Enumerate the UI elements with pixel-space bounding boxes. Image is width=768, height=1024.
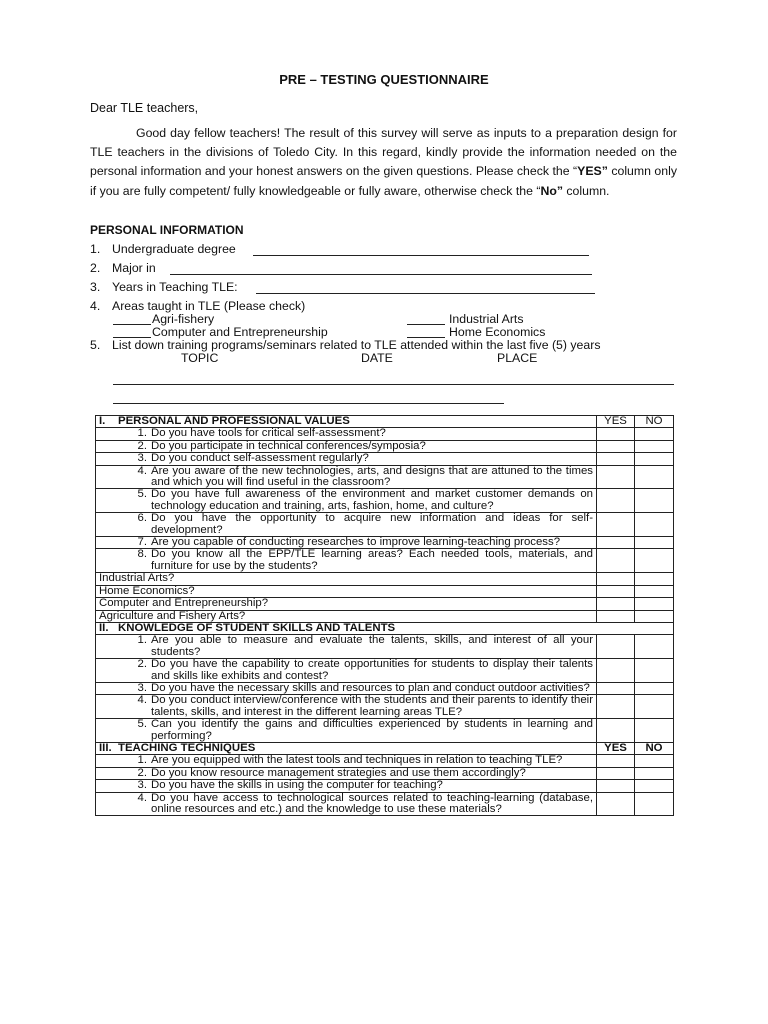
no-cell[interactable] (635, 659, 674, 683)
no-cell[interactable] (635, 610, 674, 622)
table-row (96, 428, 674, 440)
no-cell[interactable] (635, 792, 674, 816)
yes-cell[interactable] (597, 682, 635, 694)
table-row (96, 755, 674, 767)
no-cell[interactable] (635, 767, 674, 779)
yes-cell[interactable] (597, 573, 635, 585)
question-text: Do you know resource management strategies and use them accordingly? (151, 766, 526, 779)
personal-item-number: 2. (90, 261, 101, 275)
intro-text-3: column. (562, 183, 610, 198)
question-number: 7. (137, 536, 147, 549)
no-cell[interactable] (635, 453, 674, 465)
question-number: 3. (137, 452, 147, 465)
no-cell[interactable] (635, 537, 674, 549)
section-title: I. PERSONAL AND PROFESSIONAL VALUES (96, 416, 597, 428)
personal-item-number: 1. (90, 242, 101, 256)
section-header-row (96, 622, 674, 634)
question-number: 1. (137, 754, 147, 767)
subitem-text: Agriculture and Fishery Arts? (96, 610, 597, 622)
table-row (96, 780, 674, 792)
yes-cell[interactable] (597, 549, 635, 573)
table-row (96, 682, 674, 694)
table-row (96, 598, 674, 610)
question-text: Do you have the opportunity to acquire new information and ideas for self-development? (151, 512, 593, 536)
question-number: 1. (137, 634, 147, 647)
no-column-header: NO (635, 416, 674, 428)
greeting: Dear TLE teachers, (90, 101, 199, 115)
table-row (96, 719, 674, 743)
section-header-row (96, 416, 674, 428)
area-computer-entrepreneurship: Computer and Entrepreneurship (152, 325, 328, 339)
personal-item-label: Undergraduate degree (112, 242, 236, 256)
area-industrial-arts: Industrial Arts (449, 312, 524, 326)
intro-text-1: Good day fellow teachers! The result of this survey will serve as inputs to a preparation design for TLE teachers in the divisions of Toledo City. In this regard, kindly provide the information needed on the personal information and your honest answers on the given questions. Please check the “ (90, 126, 677, 179)
question-text: Are you able to measure and evaluate the talents, skills, and interest of all your students? (151, 634, 593, 658)
yes-cell[interactable] (597, 513, 635, 537)
question-text: Do you know all the EPP/TLE learning areas? Each needed tools, materials, and furniture for use by the students? (151, 548, 593, 572)
section-header-row (96, 742, 674, 754)
no-cell[interactable] (635, 780, 674, 792)
question-text: Do you have full awareness of the environment and market customer demands on technology education and training, arts, fashion, home, and culture? (151, 488, 593, 512)
yes-cell[interactable] (597, 598, 635, 610)
area-agri-fishery: Agri-fishery (152, 312, 215, 326)
question-number: 8. (137, 548, 147, 561)
question-number: 2. (137, 439, 147, 452)
yes-cell[interactable] (597, 695, 635, 719)
yes-cell[interactable] (597, 610, 635, 622)
table-row (96, 549, 674, 573)
question-number: 6. (137, 512, 147, 525)
question-text: Do you have the capability to create opportunities for students to display their talents and skills like exhibits and contest? (151, 658, 593, 682)
no-cell[interactable] (635, 440, 674, 452)
table-row (96, 695, 674, 719)
section-title: II. KNOWLEDGE OF STUDENT SKILLS AND TALENTS (96, 622, 674, 634)
yes-cell[interactable] (597, 537, 635, 549)
yes-cell[interactable] (597, 659, 635, 683)
major-field[interactable] (170, 274, 592, 275)
training-line-2[interactable] (113, 403, 504, 404)
no-column-header: NO (635, 742, 674, 754)
personal-item-3 (90, 280, 238, 294)
yes-cell[interactable] (597, 635, 635, 659)
agri-fishery-checkbox[interactable] (113, 324, 151, 325)
table-row (96, 573, 674, 585)
training-column-date: DATE (361, 351, 393, 365)
question-text: Do you have access to technological sources related to teaching-learning (database, online resources and etc.) and the knowledge to use these materials? (151, 791, 593, 815)
yes-cell[interactable] (597, 755, 635, 767)
personal-item-label: List down training programs/seminars related to TLE attended within the last five (5) years (112, 338, 601, 352)
table-row (96, 635, 674, 659)
personal-item-label: Years in Teaching TLE: (112, 280, 238, 294)
no-cell[interactable] (635, 573, 674, 585)
table-row (96, 453, 674, 465)
training-column-topic: TOPIC (181, 351, 219, 365)
question-text: Do you have the skills in using the computer for teaching? (151, 779, 443, 792)
table-row (96, 537, 674, 549)
yes-cell[interactable] (597, 719, 635, 743)
table-row (96, 659, 674, 683)
yes-cell[interactable] (597, 489, 635, 513)
question-text: Do you participate in technical conferences/symposia? (151, 439, 426, 452)
personal-item-5 (90, 338, 600, 352)
area-home-economics: Home Economics (449, 325, 546, 339)
question-text: Are you aware of the new technologies, arts, and designs that are attuned to the times and which you will find useful in the classroom? (151, 464, 593, 489)
section-title: III. TEACHING TECHNIQUES (96, 742, 597, 754)
question-number: 3. (137, 779, 147, 792)
intro-text-2: column only if you are fully competent/ fully knowledgeable or fully aware, otherwise check the “ (90, 164, 677, 198)
question-number: 3. (137, 681, 147, 694)
question-number: 4. (137, 694, 147, 707)
question-text: Do you have tools for critical self-assessment? (151, 427, 386, 440)
question-number: 5. (137, 488, 147, 501)
yes-cell[interactable] (597, 453, 635, 465)
intro-no: No” (540, 183, 563, 198)
no-cell[interactable] (635, 489, 674, 513)
no-cell[interactable] (635, 549, 674, 573)
yes-cell[interactable] (597, 428, 635, 440)
personal-item-number: 3. (90, 280, 101, 294)
table-row (96, 465, 674, 489)
question-text: Do you conduct interview/conference with the students and their parents to identify their talents, skills, and interest in the different learning areas TLE? (151, 694, 593, 718)
personal-info-heading: PERSONAL INFORMATION (90, 223, 244, 237)
yes-cell[interactable] (597, 792, 635, 816)
question-number: 5. (137, 718, 147, 731)
no-cell[interactable] (635, 755, 674, 767)
table-row (96, 489, 674, 513)
no-cell[interactable] (635, 585, 674, 597)
question-number: 2. (137, 766, 147, 779)
personal-item-number: 5. (90, 338, 101, 352)
yes-cell[interactable] (597, 465, 635, 489)
training-line-1[interactable] (113, 384, 674, 385)
personal-item-2 (90, 261, 156, 275)
table-row (96, 792, 674, 816)
no-cell[interactable] (635, 428, 674, 440)
yes-cell[interactable] (597, 780, 635, 792)
question-text: Are you equipped with the latest tools and techniques in relation to teaching TLE? (151, 754, 563, 767)
intro-paragraph (90, 124, 677, 201)
intro-yes: YES” (577, 164, 608, 179)
no-cell[interactable] (635, 513, 674, 537)
yes-cell[interactable] (597, 767, 635, 779)
questionnaire-table (95, 415, 674, 816)
no-cell[interactable] (635, 635, 674, 659)
question-text: Do you have the necessary skills and resources to plan and conduct outdoor activities? (151, 681, 590, 694)
personal-item-label: Areas taught in TLE (Please check) (112, 299, 306, 313)
table-row (96, 440, 674, 452)
no-cell[interactable] (635, 465, 674, 489)
undergraduate-degree-field[interactable] (253, 255, 589, 256)
no-cell[interactable] (635, 719, 674, 743)
yes-cell[interactable] (597, 440, 635, 452)
question-text: Are you capable of conducting researches to improve learning-teaching process? (151, 536, 561, 549)
question-text: Do you conduct self-assessment regularly? (151, 452, 369, 465)
subitem-text: Computer and Entrepreneurship? (96, 598, 597, 610)
table-row (96, 610, 674, 622)
years-teaching-field[interactable] (256, 293, 595, 294)
question-number: 2. (137, 658, 147, 671)
no-cell[interactable] (635, 598, 674, 610)
industrial-arts-checkbox[interactable] (407, 324, 445, 325)
training-column-place: PLACE (497, 351, 538, 365)
yes-cell[interactable] (597, 585, 635, 597)
no-cell[interactable] (635, 682, 674, 694)
no-cell[interactable] (635, 695, 674, 719)
table-row (96, 513, 674, 537)
table-row (96, 767, 674, 779)
question-text: Can you identify the gains and difficulties experienced by students in learning and performing? (151, 718, 593, 742)
personal-item-number: 4. (90, 299, 101, 313)
personal-item-4 (90, 299, 305, 313)
subitem-text: Industrial Arts? (96, 573, 597, 585)
personal-item-1 (90, 242, 236, 256)
personal-item-label: Major in (112, 261, 156, 275)
question-number: 4. (137, 464, 147, 477)
document-title: PRE – TESTING QUESTIONNAIRE (279, 72, 489, 87)
table-row (96, 585, 674, 597)
yes-column-header: YES (597, 742, 635, 754)
question-number: 1. (137, 427, 147, 440)
subitem-text: Home Economics? (96, 585, 597, 597)
yes-column-header: YES (597, 416, 635, 428)
question-number: 4. (137, 791, 147, 804)
